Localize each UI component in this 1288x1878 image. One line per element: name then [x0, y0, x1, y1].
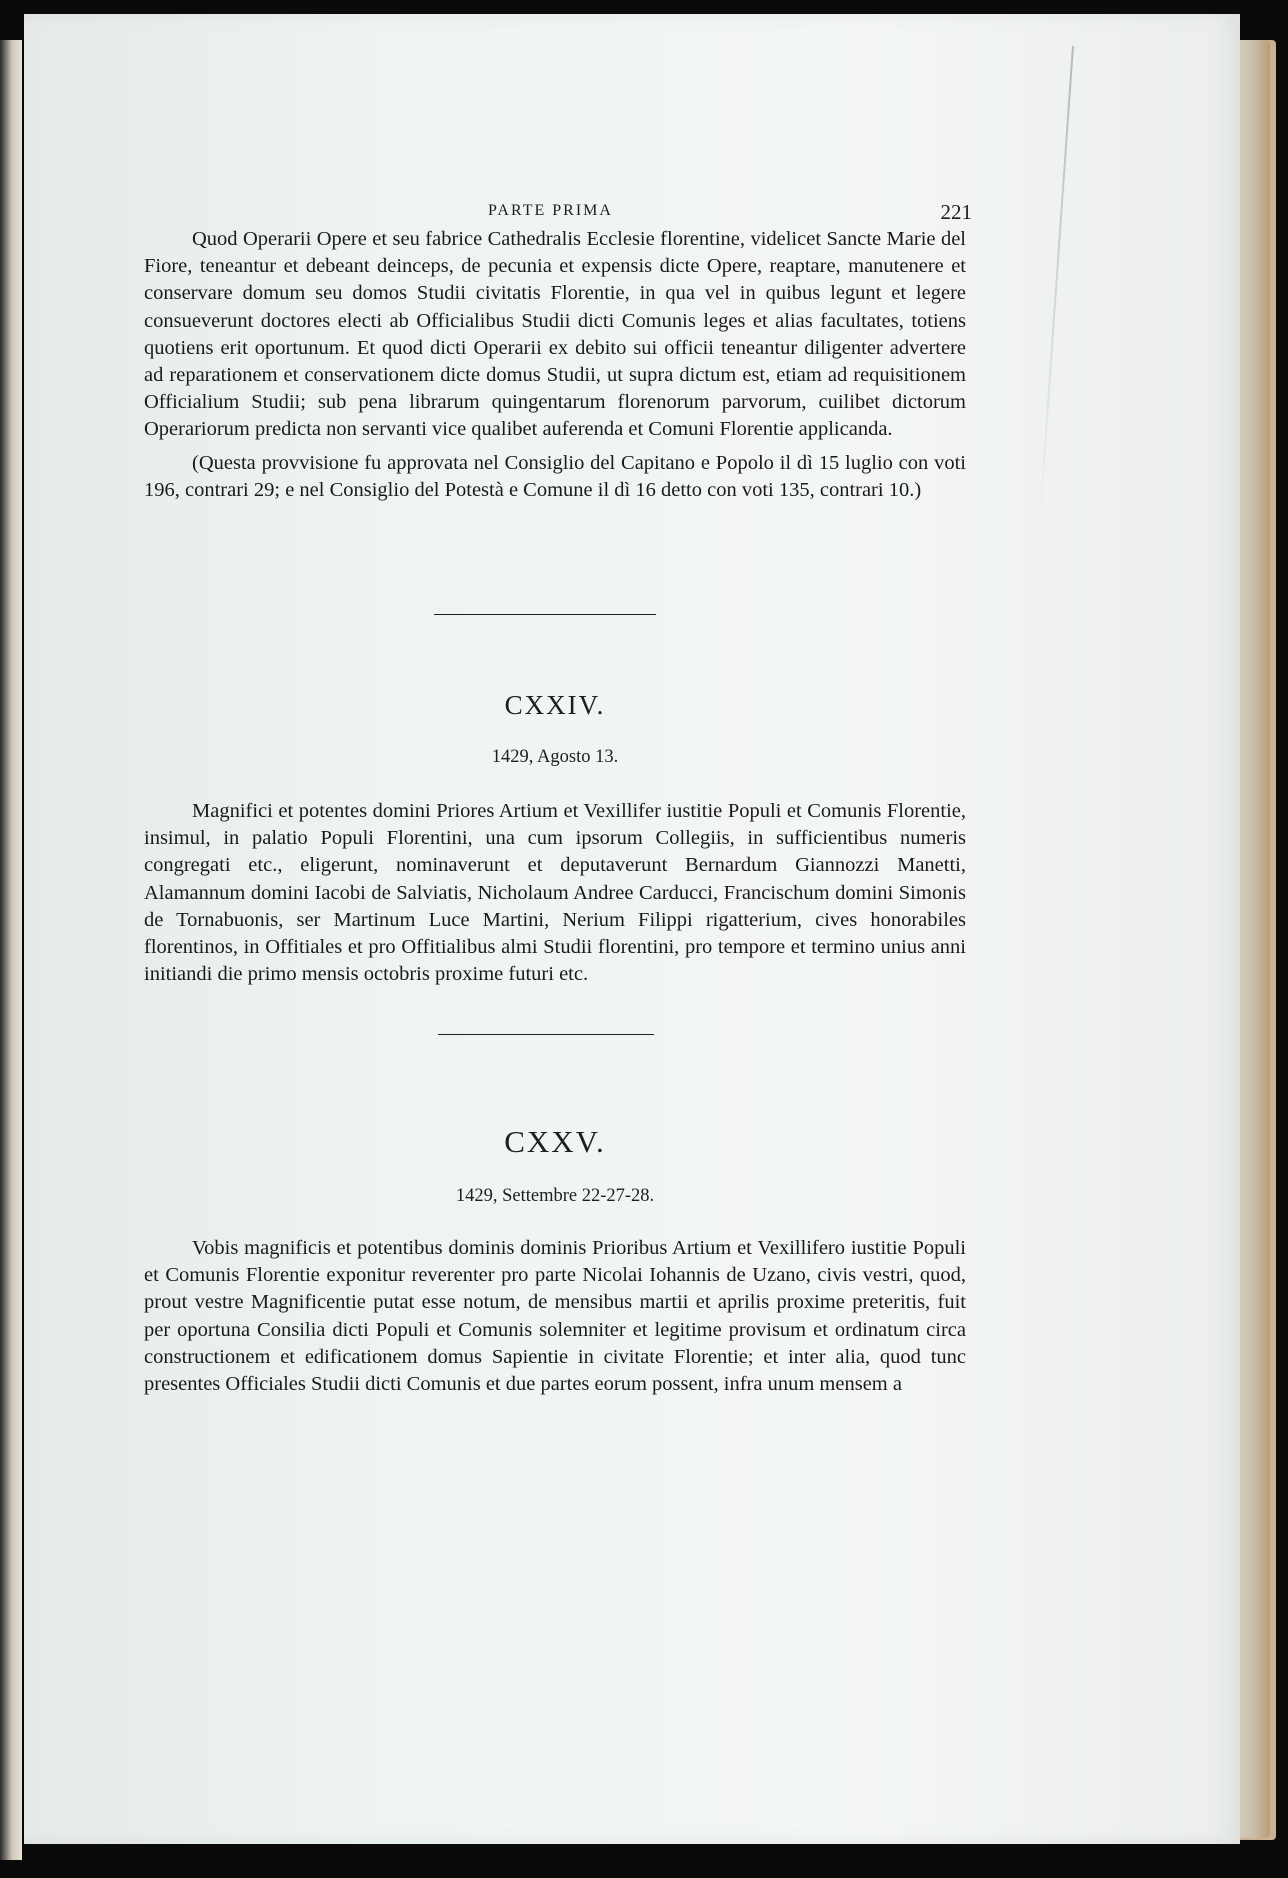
section-date: 1429, Agosto 13.: [491, 747, 619, 767]
section-divider: [438, 1034, 654, 1035]
running-title: PARTE PRIMA: [488, 202, 613, 219]
section-number: CXXIV.: [504, 690, 606, 720]
continuation-paragraph: Quod Operarii Opere et seu fabrice Cathedralis Ecclesie florentine, videlicet Sancte Marie del Fiore, teneantur et debeant deinceps, de pecunia et expensis dicte Opere, reaptare, manutenere et conservare domum seu domos Studii civitatis Florentie, in qua vel in quibus legunt et legere consueverunt doctores electi ab Officialibus Studii dicti Comunis leges et alias facultates, totiens quotiens erit oportunum. Et quod dicti Operarii ex debito sui officii teneantur diligenter advertere ad reparationem et conservationem dicte domus Studii, ut supra dictum est, etiam ad requisitionem Officialium Studii; sub pena librarum quingentarum florenorum parvorum, cuilibet dictorum Operariorum predicta non servanti vice qualibet auferenda et Comuni Florentie applicanda.: [144, 228, 966, 441]
section-paragraph: Vobis magnificis et potentibus dominis dominis Prioribus Artium et Vexillifero iustitie Populi et Comunis Florentie exponitur reverenter pro parte Nicolai Iohannis de Uzano, civis vestri, quod, prout vestre Magnificentie putat esse notum, de mensibus martii et aprilis proxime preteritis, fuit per oportuna Consilia dicti Populi et Comunis solemniter et legitime provisum et ordinatum circa constructionem et edificationem domus Sapientie in civitate Florentie; et inter alia, quod tunc presentes Officiales Studii dicti Comunis et due partes eorum possent, infra unum mensem a: [144, 1237, 966, 1396]
document-page: [24, 14, 1240, 1844]
section-date: 1429, Settembre 22-27-28.: [455, 1186, 655, 1206]
section-paragraph: Magnifici et potentes domini Priores Artium et Vexillifer iustitie Populi et Comunis Florentie, insimul, in palatio Populi Florentini, una cum ipsorum Collegiis, in sufficientibus numeris congregati etc., eligerunt, nominaverunt et deputaverunt Bernardum Giannozzi Manetti, Alamannum domini Iacobi de Salviatis, Nicholaum Andree Carducci, Francischum domini Simonis de Tornabuonis, ser Martinum Luce Martini, Nerium Filippi rigatterium, cives honorabiles florentinos, in Offitiales et pro Offitialibus almi Studii florentini, pro tempore et termino unius anni initiandi die primo mensis octobris proxime futuri etc.: [144, 800, 966, 986]
section-body: [144, 1235, 966, 1398]
page-number: 221: [940, 200, 972, 224]
paper-crease: [1039, 46, 1074, 525]
section-number: CXXV.: [504, 1124, 606, 1159]
running-header: [172, 202, 972, 228]
approval-note: (Questa provvisione fu approvata nel Consiglio del Capitano e Popolo il dì 15 luglio con voti 196, contrari 29; e nel Consiglio del Potestà e Comune il dì 16 detto con voti 135, contrari 10.): [144, 451, 966, 501]
continuation-block: [144, 226, 966, 504]
section-divider: [434, 614, 656, 615]
adjacent-page-edge: [0, 40, 22, 1860]
section-body: [144, 798, 966, 988]
